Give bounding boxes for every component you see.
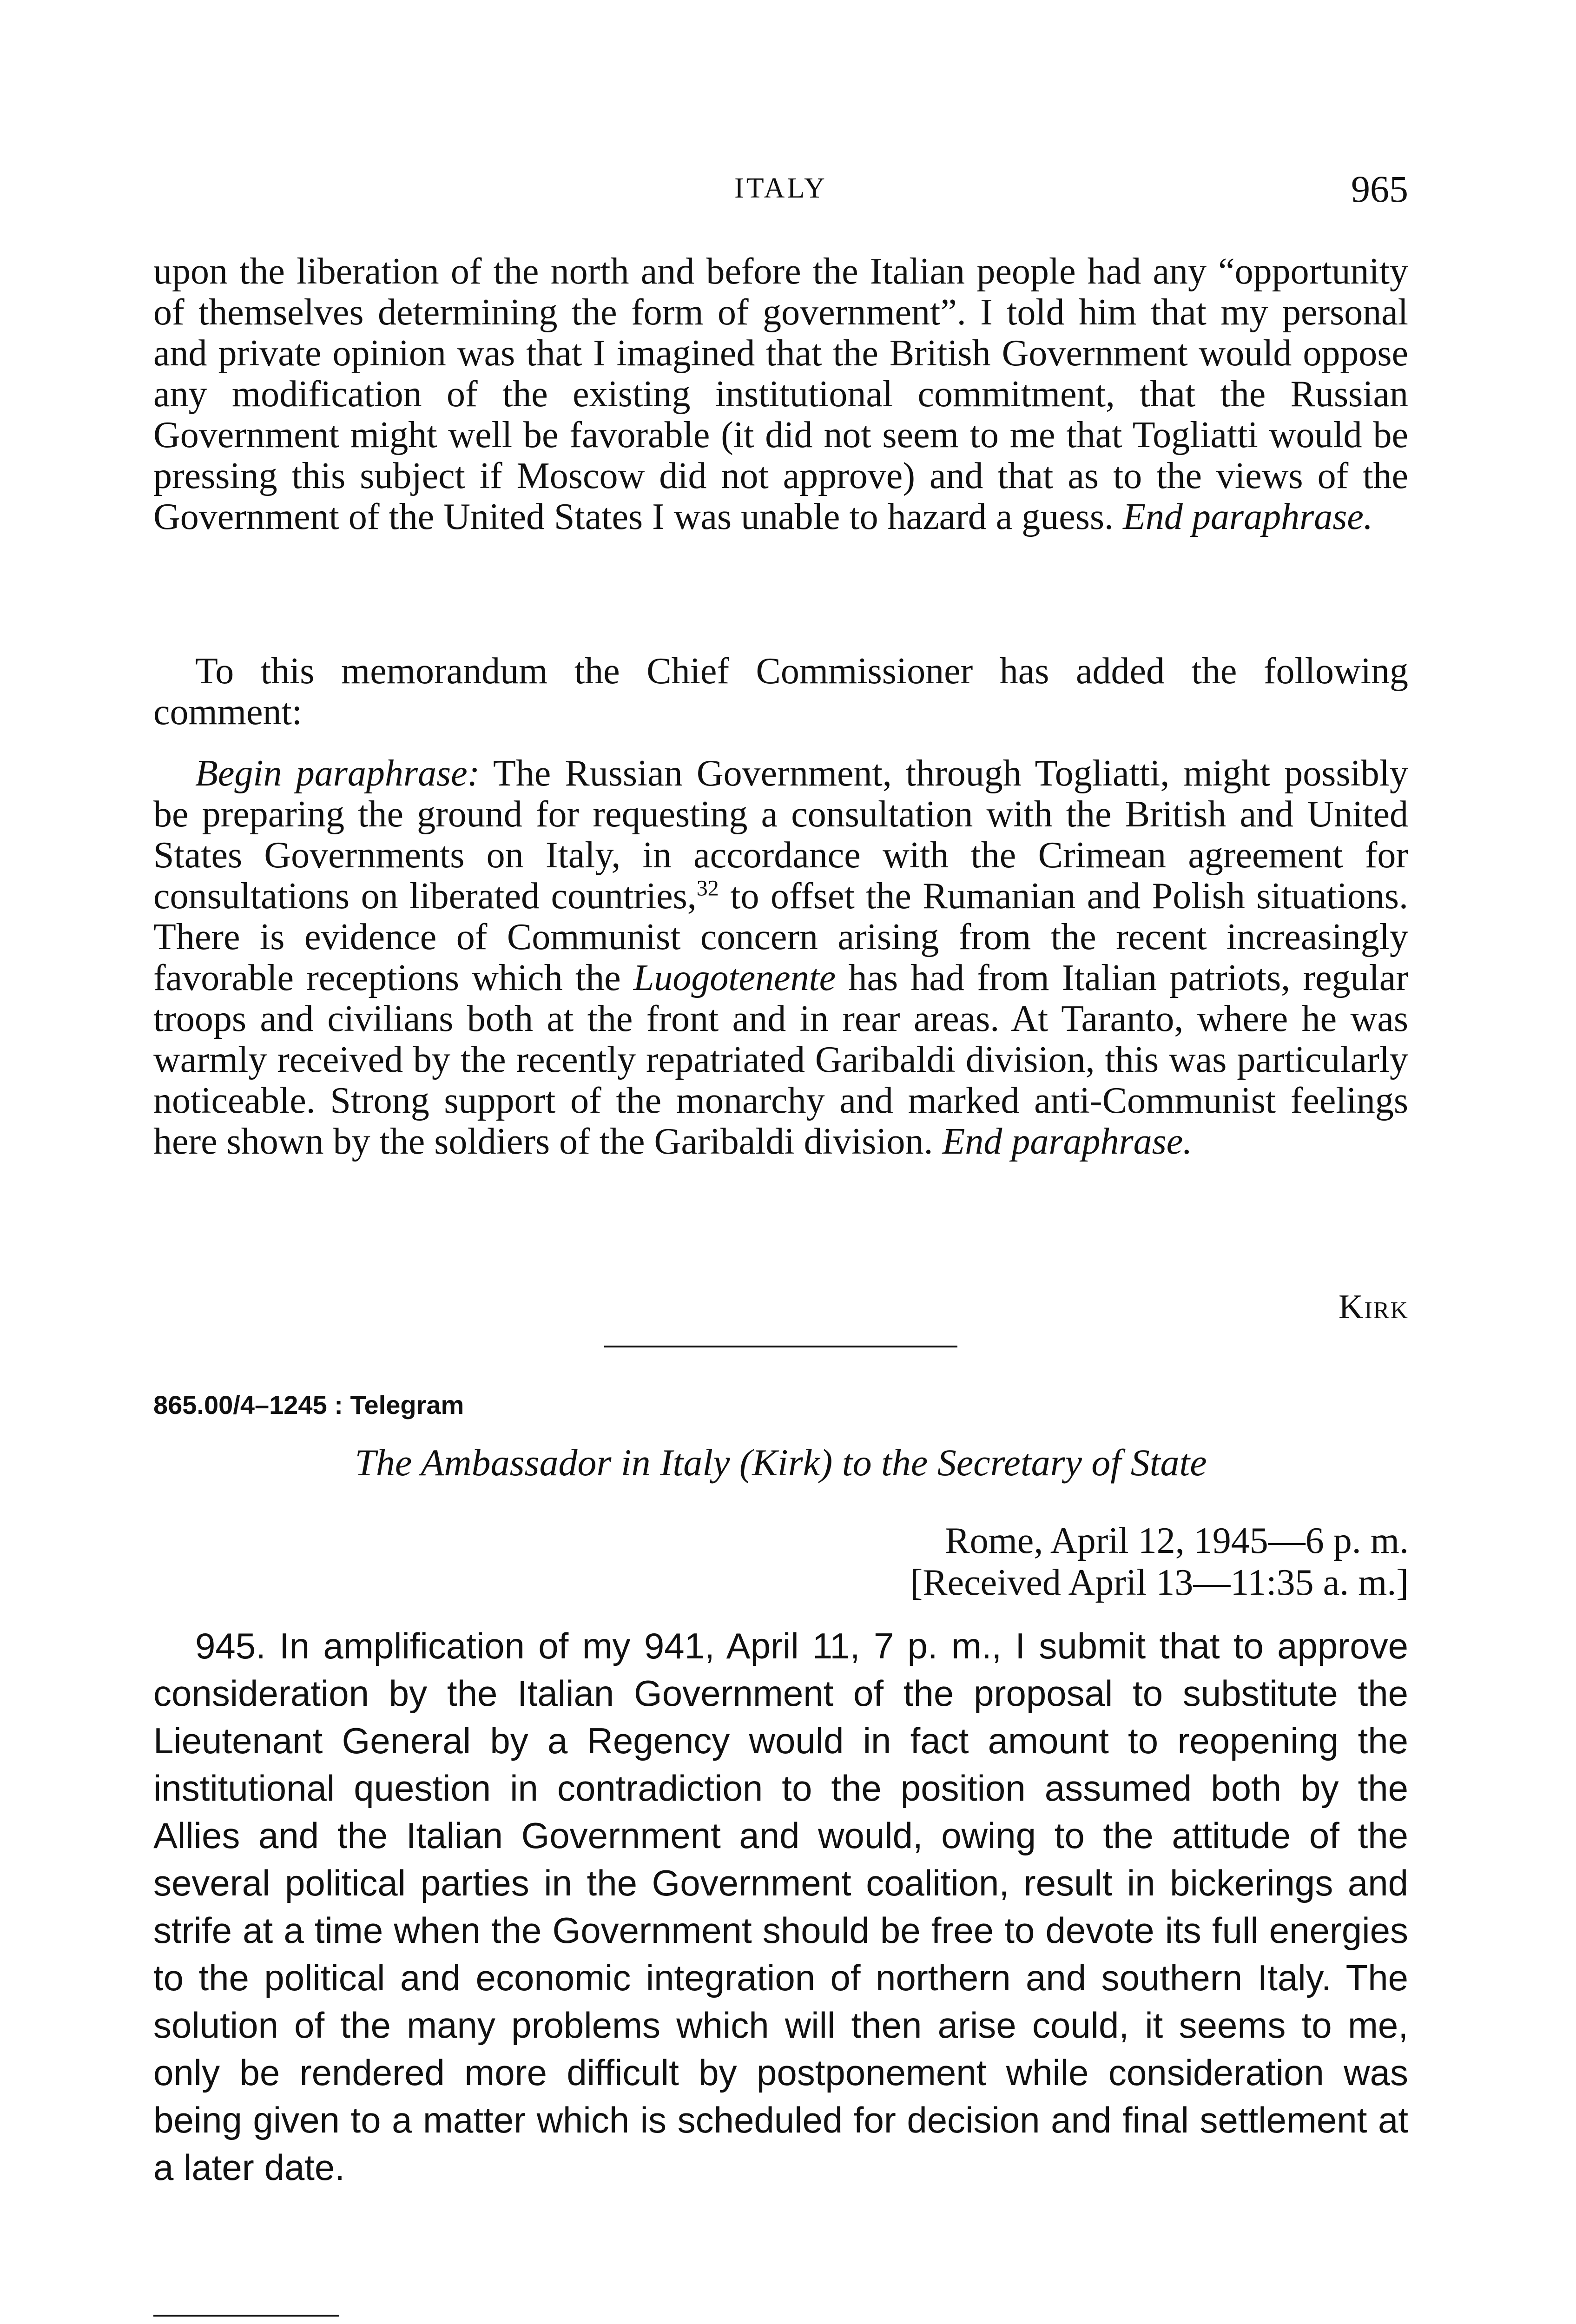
end-paraphrase: End paraphrase.: [942, 1121, 1193, 1162]
page-header: [153, 167, 1408, 214]
signature: Kirk: [1339, 1288, 1409, 1326]
paragraph-text-a: The Russian Government, through Togliatti, might possibly be preparing the ground for requesting a consultation with the British and United States Governments on Italy, in accordance with the Crimean agreement for consultations on liberated countries,: [153, 753, 1408, 917]
paragraph-comment-intro: To this memorandum the Chief Commissioner has added the following comment:: [153, 651, 1408, 733]
footnote-reference: 32: [696, 876, 719, 901]
section-divider: [604, 1346, 957, 1347]
end-paraphrase: End paraphrase.: [1123, 496, 1373, 537]
dateline: Rome, April 12, 1945—6 p. m.: [945, 1520, 1409, 1561]
footnote-divider: [153, 2315, 339, 2317]
document-title: The Ambassador in Italy (Kirk) to the Secretary of State: [355, 1441, 1207, 1484]
page-number: 965: [1351, 168, 1408, 210]
telegram-body: 945. In amplification of my 941, April 11, 7 p. m., I submit that to approve consideration by the Italian Government of the proposal to substitute the Lieutenant General by a Regency would in fact amount to reopening the institutional question in contradiction to the position assumed both by the Allies and the Italian Government and would, owing to the attitude of the several political parties in the Government coalition, result in bickerings and strife at a time when the Government should be free to devote its full energies to the political and economic integration of northern and southern Italy. The solution of the many problems which will then arise could, it seems to me, only be rendered more difficult by postponement while consideration was being given to a matter which is scheduled for decision and final settlement at a later date.: [153, 1625, 1408, 2188]
paragraph-comment: [153, 753, 1408, 1162]
paragraph-text-c: has had from Italian patriots, regular troops and civilians both at the front and in rear areas. At Taranto, where he was warmly received by the recently repatriated Garibaldi division, this was particularly noticeable. Strong support of the monarchy and marked anti-Communist feelings here shown by the soldiers of the Garibaldi division.: [153, 957, 1408, 1162]
italic-term: Luogotenente: [633, 957, 836, 998]
begin-paraphrase: Begin paraphrase:: [195, 753, 480, 794]
running-head: ITALY: [734, 172, 827, 204]
received-line: [Received April 13—11:35 a. m.]: [910, 1562, 1409, 1603]
paragraph-text: upon the liberation of the north and before the Italian people had any “opportunity of themselves determining the form of government”. I told him that my personal and private opinion was that I imagined that the British Government would oppose any modification of the existing institutional commitment, that the Russian Government might well be favorable (it did not seem to me that Togliatti would be pressing this subject if Moscow did not approve) and that as to the views of the Government of the United States I was unable to hazard a guess.: [153, 251, 1408, 537]
paragraph-text-b: to offset the Rumanian and Polish situations. There is evidence of Communist concern arising from the recent increasingly favorable receptions which the: [153, 876, 1408, 998]
file-reference: 865.00/4–1245 : Telegram: [153, 1390, 464, 1419]
paragraph-memorandum-end: [153, 251, 1408, 537]
